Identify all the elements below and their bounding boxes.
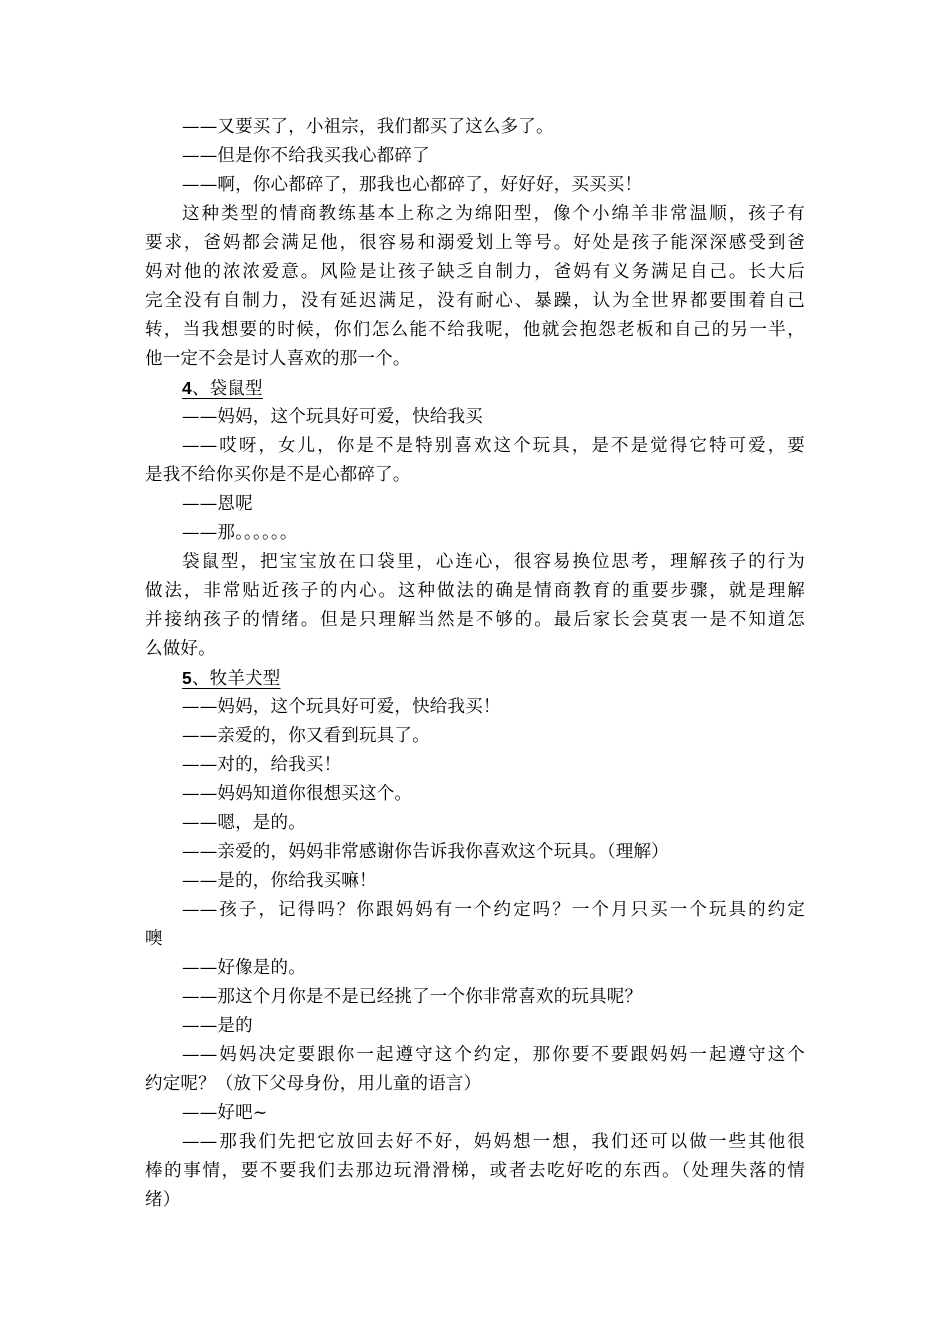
paragraph-line: 袋鼠型，把宝宝放在口袋里，心连心，很容易换位思考，理解孩子的行为 [182, 552, 805, 572]
dialogue-line: ——但是你不给我买我心都碎了 [182, 146, 430, 166]
dialogue-line: ——亲爱的，你又看到玩具了。 [182, 726, 430, 746]
paragraph-line: 么做好。 [145, 639, 216, 659]
dialogue-line: ——妈妈，这个玩具好可爱，快给我买！ [182, 697, 501, 717]
dialogue-line: ——啊，你心都碎了，那我也心都碎了，好好好，买买买！ [182, 175, 643, 195]
dialogue-line: 约定呢？（放下父母身份，用儿童的语言） [145, 1074, 482, 1094]
section-heading-shepherd [145, 664, 805, 693]
dialogue-line: ——嗯，是的。 [182, 813, 306, 833]
dialogue-line: 绪） [145, 1190, 181, 1210]
section-heading-text [182, 379, 263, 399]
section-title: 、牧羊犬型 [191, 669, 281, 689]
dialogue-line: ——恩呢 [182, 494, 253, 514]
section-number: 5 [182, 668, 192, 688]
paragraph-line: 他一定不会是讨人喜欢的那一个。 [145, 349, 411, 369]
section-heading-text [182, 669, 280, 689]
dialogue-line: ——妈妈决定要跟你一起遵守这个约定，那你要不要跟妈妈一起遵守这个 [182, 1045, 805, 1065]
paragraph-line: 要求，爸妈都会满足他，很容易和溺爱划上等号。好处是孩子能深深感受到爸 [145, 233, 805, 253]
dialogue-line: ——那。。。。。。 [182, 523, 298, 543]
dialogue-line: ——好吧~ [182, 1103, 268, 1123]
dialogue-line: 是我不给你买你是不是心都碎了。 [145, 465, 411, 485]
dialogue-line: ——那这个月你是不是已经挑了一个你非常喜欢的玩具呢？ [182, 987, 643, 1007]
dialogue-line: ——是的，你给我买嘛！ [182, 871, 377, 891]
dialogue-line: ——那我们先把它放回去好不好，妈妈想一想，我们还可以做一些其他很 [182, 1132, 805, 1152]
paragraph-line: 妈对他的浓浓爱意。风险是让孩子缺乏自制力，爸妈有义务满足自己。长大后 [145, 262, 805, 282]
section-title: 、袋鼠型 [191, 379, 263, 399]
paragraph-line: 这种类型的情商教练基本上称之为绵阳型，像个小绵羊非常温顺，孩子有 [182, 204, 805, 224]
dialogue-line: ——妈妈，这个玩具好可爱，快给我买 [182, 407, 483, 427]
dialogue-line: ——好像是的。 [182, 958, 306, 978]
dialogue-line: 棒的事情，要不要我们去那边玩滑滑梯，或者去吃好吃的东西。（处理失落的情 [145, 1161, 805, 1181]
dialogue-line: ——妈妈知道你很想买这个。 [182, 784, 413, 804]
paragraph-line: 完全没有自制力，没有延迟满足，没有耐心、暴躁，认为全世界都要围着自己 [145, 291, 805, 311]
dialogue-line: ——哎呀，女儿，你是不是特别喜欢这个玩具，是不是觉得它特可爱，要 [182, 436, 805, 456]
dialogue-line: ——是的 [182, 1016, 253, 1036]
dialogue-line: ——亲爱的，妈妈非常感谢你告诉我你喜欢这个玩具。（理解） [182, 842, 669, 862]
section-heading-kangaroo [145, 374, 805, 403]
paragraph-line: 做法，非常贴近孩子的内心。这种做法的确是情商教育的重要步骤，就是理解 [145, 581, 805, 601]
dialogue-line: ——又要买了，小祖宗，我们都买了这么多了。 [182, 117, 554, 137]
dialogue-line: ——孩子，记得吗？你跟妈妈有一个约定吗？一个月只买一个玩具的约定 [182, 900, 805, 920]
paragraph-line: 转，当我想要的时候，你们怎么能不给我呢，他就会抱怨老板和自己的另一半， [145, 320, 805, 340]
section-number: 4 [182, 378, 192, 398]
dialogue-line: ——对的，给我买！ [182, 755, 342, 775]
dialogue-line: 噢 [145, 929, 163, 949]
paragraph-line: 并接纳孩子的情绪。但是只理解当然是不够的。最后家长会莫衷一是不知道怎 [145, 610, 805, 630]
document-body [145, 113, 805, 1215]
